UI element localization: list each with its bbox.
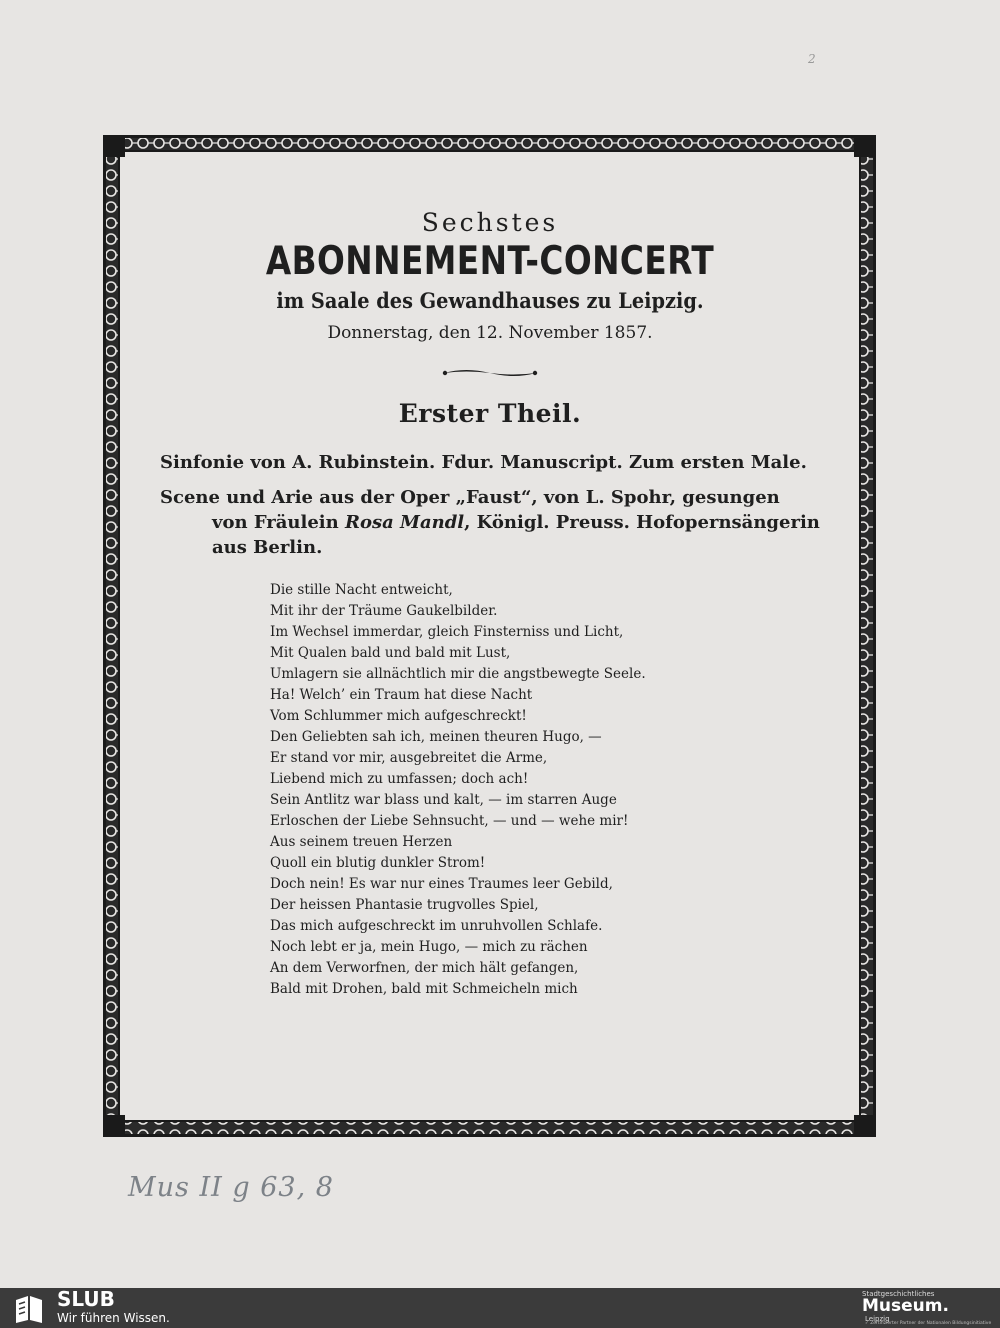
poem-line: Quoll ein blutig dunkler Strom!: [270, 855, 486, 871]
slub-logo-icon[interactable]: [14, 1294, 52, 1324]
poem-line: Aus seinem treuen Herzen: [270, 834, 453, 850]
poem-line: Das mich aufgeschreckt im unruhvollen Schlafe.: [270, 918, 603, 934]
poem-line: Die stille Nacht entweicht,: [270, 582, 453, 598]
program-item: [160, 485, 820, 560]
singer-name: Rosa Mandl: [345, 512, 465, 533]
venue-line: im Saale des Gewandhauses zu Leipzig.: [276, 288, 704, 313]
museum-partner-note: ✓ Zertifizierter Partner der Nationalen Bildungsinitiative: [865, 1321, 992, 1326]
poem-line: Sein Antlitz war blass und kalt, — im starren Auge: [270, 792, 617, 808]
part-title: Erster Theil.: [398, 399, 582, 428]
divider-ornament: [442, 367, 538, 379]
page-corner-mark: 2: [808, 52, 816, 66]
date-line: Donnerstag, den 12. November 1857.: [327, 323, 653, 343]
museum-city: Leipzig: [865, 1315, 890, 1323]
poem-line: Im Wechsel immerdar, gleich Finsterniss und Licht,: [270, 624, 624, 640]
program-item: [160, 450, 820, 475]
poem-line: Der heissen Phantasie trugvolles Spiel,: [270, 897, 539, 913]
poem-line: Erloschen der Liebe Sehnsucht, — und — wehe mir!: [270, 813, 629, 829]
poem-line: An dem Verworfnen, der mich hält gefangen,: [270, 960, 579, 976]
poem-line: Noch lebt er ja, mein Hugo, — mich zu rächen: [270, 939, 588, 955]
program-item-text: , Königl. Preuss. Hofopernsängerin aus Berlin.: [212, 512, 820, 558]
poem-line: Den Geliebten sah ich, meinen theuren Hugo, —: [270, 729, 602, 745]
poem-line: Bald mit Drohen, bald mit Schmeicheln mich: [270, 981, 578, 997]
concert-number: Sechstes: [421, 208, 559, 237]
poem-line: Liebend mich zu umfassen; doch ach!: [270, 771, 529, 787]
concert-title: ABONNEMENT-CONCERT: [265, 239, 715, 284]
poem-line: Mit ihr der Träume Gaukelbilder.: [270, 603, 498, 619]
poem-line: Umlagern sie allnächtlich mir die angstbewegte Seele.: [270, 666, 646, 682]
museum-logo-text[interactable]: Museum.: [862, 1296, 949, 1316]
museum-label-small: Stadtgeschichtliches: [862, 1290, 935, 1298]
program-item-text: Scene und Arie aus der Oper „Faust“, von L. Spohr, gesungen von Fräulein: [160, 487, 780, 533]
program-list: [160, 450, 820, 560]
aria-text: [270, 580, 820, 1000]
poem-line: Ha! Welch’ ein Traum hat diese Nacht: [270, 687, 533, 703]
program-item-text: Sinfonie von A. Rubinstein. Fdur. Manuscript. Zum ersten Male.: [160, 452, 807, 473]
shelfmark-handwritten: Mus II g 63, 8: [128, 1172, 334, 1203]
poem-line: Er stand vor mir, ausgebreitet die Arme,: [270, 750, 548, 766]
slub-tagline: Wir führen Wissen.: [57, 1311, 170, 1325]
program-content: [160, 196, 820, 1000]
poem-line: Mit Qualen bald und bald mit Lust,: [270, 645, 511, 661]
slub-name[interactable]: SLUB: [57, 1287, 115, 1311]
poem-line: Doch nein! Es war nur eines Traumes leer Gebild,: [270, 876, 613, 892]
poem-line: Vom Schlummer mich aufgeschreckt!: [270, 708, 527, 724]
